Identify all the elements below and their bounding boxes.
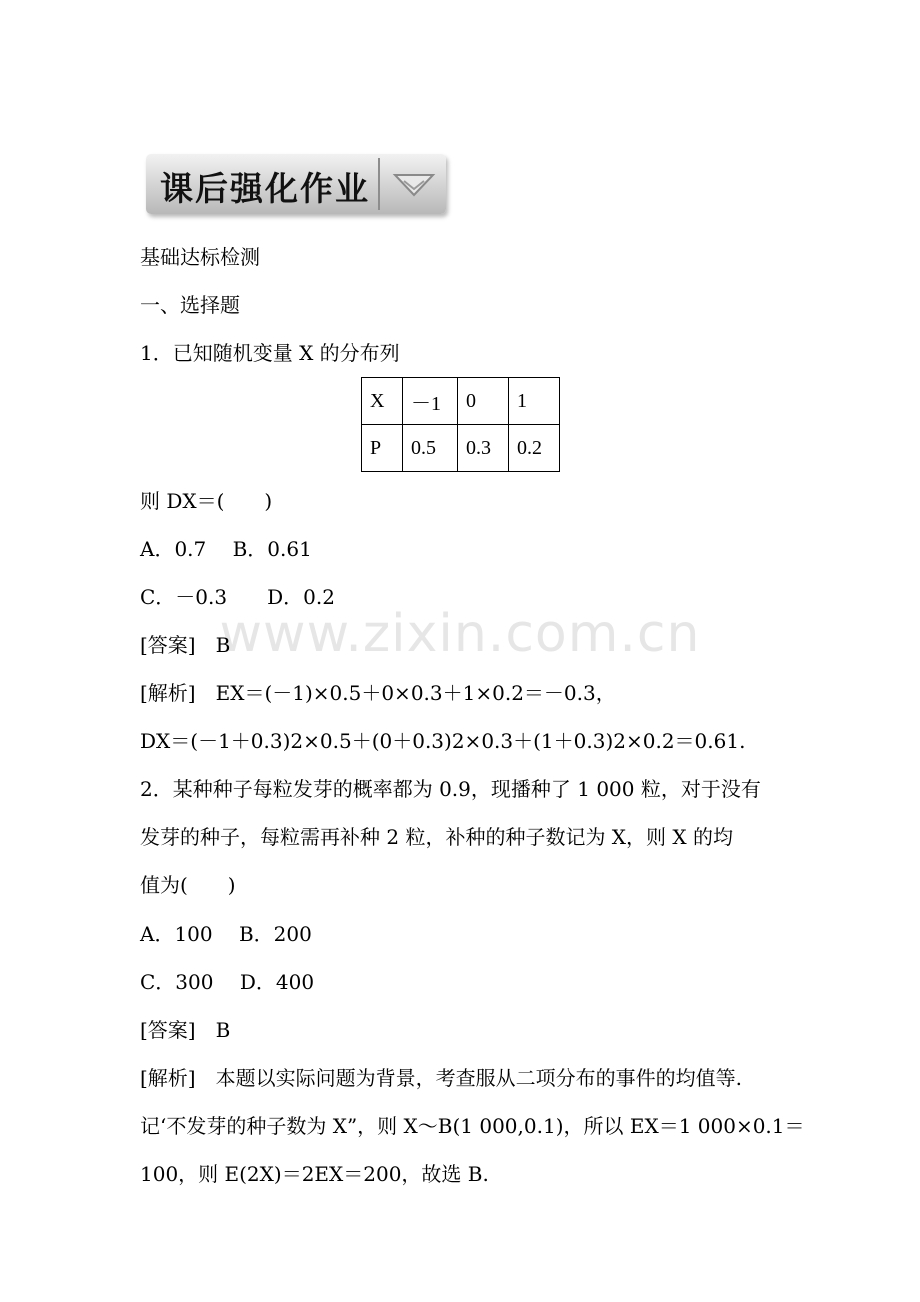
question-1-options-cd: C．－0.3 D．0.2 — [140, 585, 335, 609]
distribution-table — [361, 377, 560, 472]
question-1-stem: 1．已知随机变量 X 的分布列 — [140, 341, 400, 365]
table-cell: 1 — [509, 378, 560, 425]
table-cell: 0.2 — [509, 425, 560, 472]
question-2-analysis-cont: 记‘不发芽的种子数为 X”，则 X～B(1 000,0.1)，所以 EX＝1 000×0.1＝ — [140, 1114, 805, 1138]
banner-divider — [378, 158, 380, 210]
question-2-analysis-end: 100，则 E(2X)＝2EX＝200，故选 B. — [140, 1162, 489, 1186]
section-banner — [146, 154, 446, 214]
question-2-options-cd: C．300 D．400 — [140, 970, 315, 994]
question-2-options-ab: A．100 B．200 — [140, 922, 312, 946]
question-1-options-ab: A．0.7 B．0.61 — [140, 537, 312, 561]
question-2-stem-end: 值为( ) — [140, 873, 236, 897]
question-2-stem-cont: 发芽的种子，每粒需再补种 2 粒，补种的种子数记为 X，则 X 的均 — [140, 825, 733, 849]
section-heading: 基础达标检测 — [140, 245, 260, 269]
watermark: www.zixin.com.cn — [219, 604, 701, 664]
table-row — [362, 425, 560, 472]
table-row — [362, 378, 560, 425]
question-1-analysis: [解析] EX＝(－1)×0.5＋0×0.3＋1×0.2＝－0.3， — [140, 681, 616, 705]
chevron-down-icon — [392, 169, 436, 201]
question-2-answer: [答案] B — [140, 1018, 231, 1042]
banner-title: 课后强化作业 — [160, 169, 370, 208]
table-cell: －1 — [403, 378, 458, 425]
table-cell: 0.5 — [403, 425, 458, 472]
table-cell: 0 — [458, 378, 509, 425]
question-1-answer: [答案] B — [140, 633, 231, 657]
table-cell: P — [362, 425, 403, 472]
table-cell: X — [362, 378, 403, 425]
table-cell: 0.3 — [458, 425, 509, 472]
question-2-stem: 2．某种种子每粒发芽的概率都为 0.9，现播种了 1 000 粒，对于没有 — [140, 777, 761, 801]
question-1-analysis-cont: DX＝(－1＋0.3)2×0.5＋(0＋0.3)2×0.3＋(1＋0.3)2×0.2＝0.61. — [140, 729, 746, 753]
question-2-analysis: [解析] 本题以实际问题为背景，考查服从二项分布的事件的均值等. — [140, 1066, 742, 1090]
question-1-prompt: 则 DX＝( ) — [140, 489, 273, 513]
subsection-heading: 一、选择题 — [140, 293, 240, 317]
